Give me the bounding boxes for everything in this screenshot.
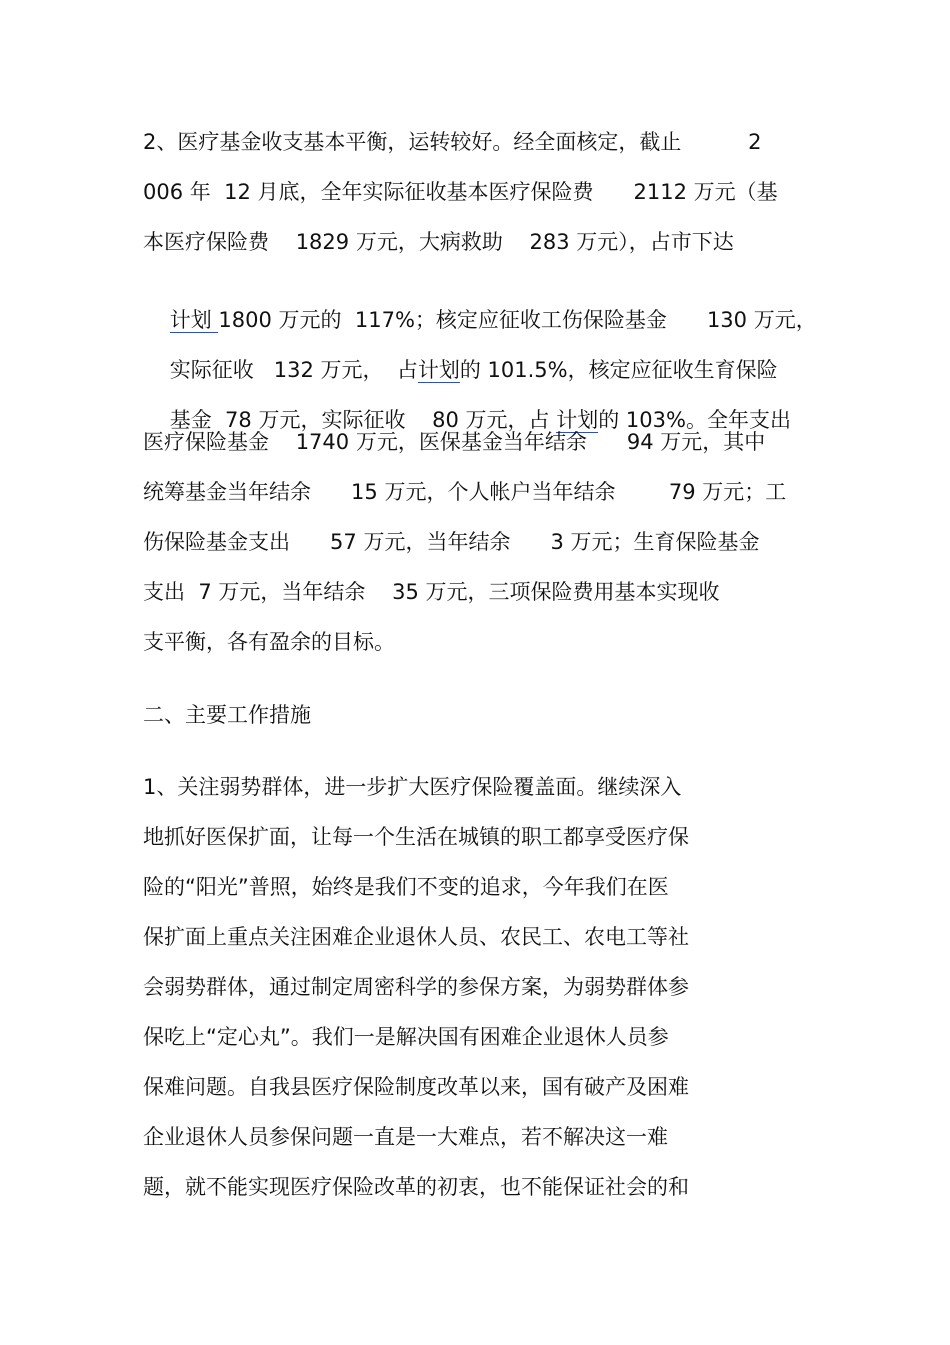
plan-link[interactable]: 计划	[556, 408, 599, 432]
paragraph-text: 1800 万元的 117%；核定应征收工伤保险基金 130 万元，	[218, 308, 817, 332]
paragraph-line: 统筹基金当年结余 15 万元，个人帐户当年结余 79 万元；工	[143, 480, 787, 504]
paragraph-line: 1、关注弱势群体，进一步扩大医疗保险覆盖面。继续深入	[143, 775, 682, 799]
paragraph-text: 基金 78 万元，实际征收 80 万元，占	[169, 408, 557, 432]
paragraph-line: 本医疗保险费 1829 万元，大病救助 283 万元），占市下达	[143, 230, 734, 254]
paragraph-line: 保吃上“定心丸”。我们一是解决国有困难企业退休人员参	[143, 1025, 669, 1049]
paragraph-line: 保难问题。自我县医疗保险制度改革以来，国有破产及困难	[143, 1075, 689, 1099]
paragraph-line: 医疗保险基金 1740 万元，医保基金当年结余 94 万元，其中	[143, 430, 766, 454]
paragraph-line: 2、医疗基金收支基本平衡，运转较好。经全面核定，截止 2	[143, 130, 762, 154]
paragraph-line: 支出 7 万元，当年结余 35 万元，三项保险费用基本实现收	[143, 580, 720, 604]
paragraph-line: 题，就不能实现医疗保险改革的初衷，也不能保证社会的和	[143, 1175, 689, 1199]
paragraph-line: 伤保险基金支出 57 万元，当年结余 3 万元；生育保险基金	[143, 530, 760, 554]
paragraph-line: 006 年 12 月底，全年实际征收基本医疗保险费 2112 万元（基	[143, 180, 778, 204]
paragraph-line: 支平衡，各有盈余的目标。	[143, 630, 395, 654]
paragraph-line: 企业退休人员参保问题一直是一大难点，若不解决这一难	[143, 1125, 668, 1149]
paragraph-text: 实际征收 132 万元， 占	[169, 358, 418, 382]
plan-link[interactable]: 计划	[417, 358, 460, 382]
section-heading: 二、主要工作措施	[143, 703, 311, 727]
plan-link[interactable]: 计划	[169, 308, 219, 332]
paragraph-line: 会弱势群体，通过制定周密科学的参保方案，为弱势群体参	[143, 975, 689, 999]
paragraph-text: 的 101.5%，核定应征收生育保险	[459, 358, 778, 382]
paragraph-text: 的 103%。全年支出	[598, 408, 791, 432]
paragraph-line: 险的“阳光”普照，始终是我们不变的追求，今年我们在医	[143, 875, 669, 899]
paragraph-line: 保扩面上重点关注困难企业退休人员、农民工、农电工等社	[143, 925, 689, 949]
paragraph-line: 地抓好医保扩面，让每一个生活在城镇的职工都享受医疗保	[143, 825, 689, 849]
